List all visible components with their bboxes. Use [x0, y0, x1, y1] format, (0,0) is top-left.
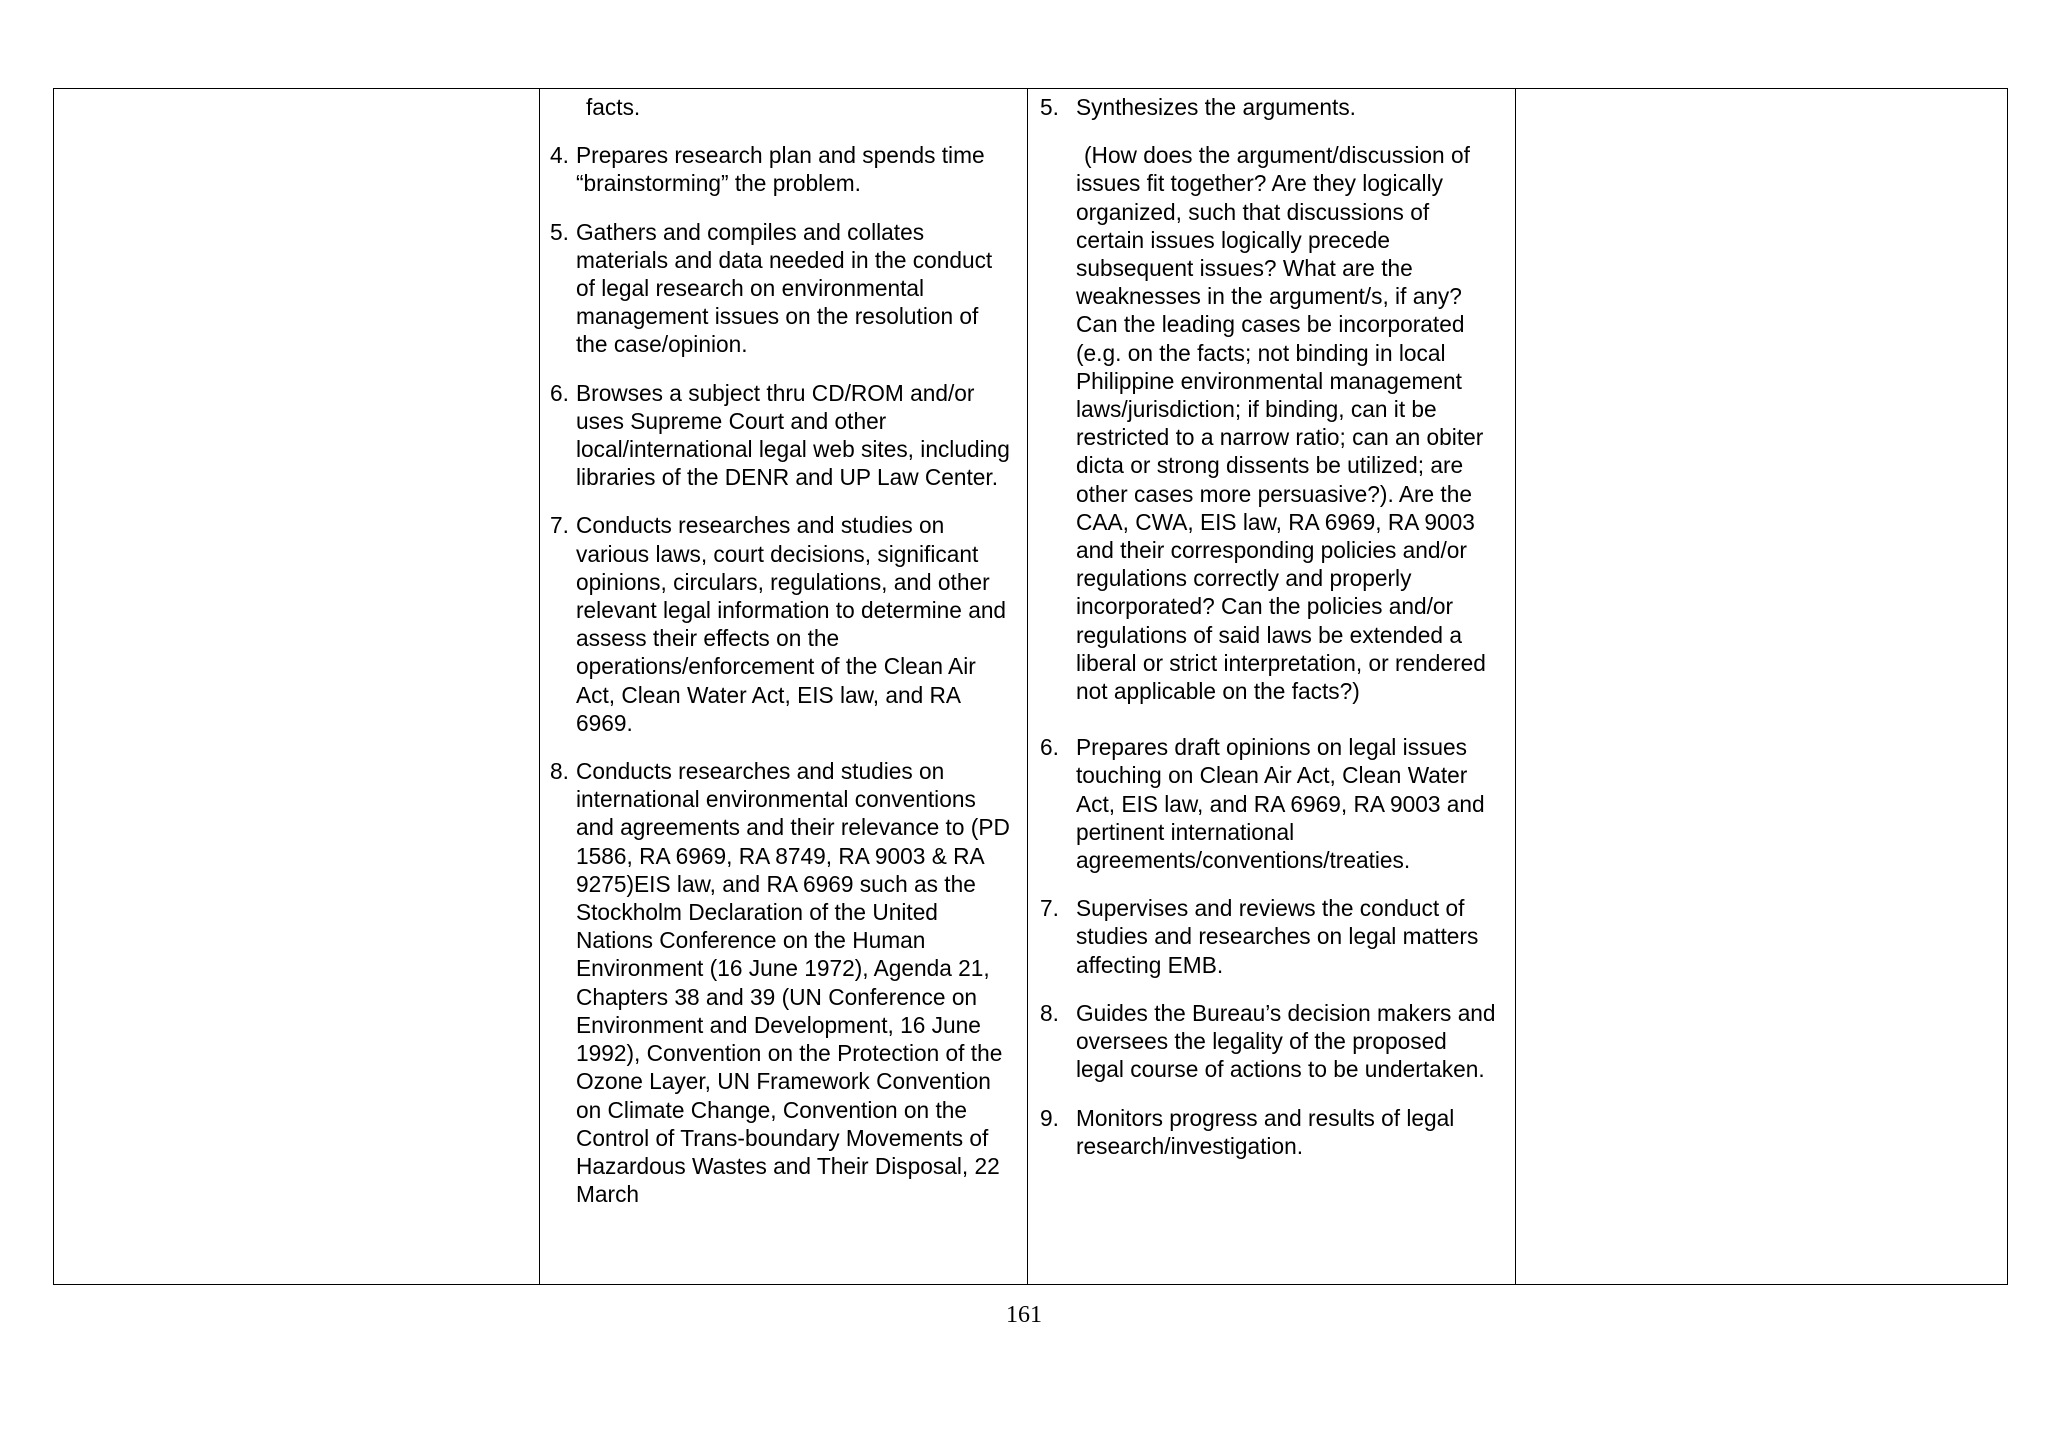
list-item: 8. Conducts researches and studies on international environmental conventions and agreements and their relevance to (PD 1586, RA 6969, RA 8749, RA 9003 & RA 9275)EIS law, and RA 6969 such as the Stockholm Declaration of the United Nations Conference on the Human Environment (16 June 1972), Agenda 21, Chapters 38 and 39 (UN Conference on Environment and Development, 16 June 1992), Convention on the Protection of the Ozone Layer, UN Framework Convention on Climate Change, Convention on the Control of Trans-boundary Movements of Hazardous Wastes and Their Disposal, 22 March [550, 758, 1010, 1208]
column-2 [540, 89, 1028, 1284]
continued-text: facts. [586, 94, 641, 120]
list-item: 7. Supervises and reviews the conduct of studies and researches on legal matters affecting EMB. [1040, 895, 1479, 978]
list-item: 7. Conducts researches and studies on various laws, court decisions, significant opinions, circulars, regulations, and other relevant legal information to determine and assess their effects on the operations/enforcement of the Clean Air Act, Clean Water Act, EIS law, and RA 6969. [550, 512, 1007, 736]
list-item: 5. Gathers and compiles and collates materials and data needed in the conduct of legal research on environmental management issues on the resolution of the case/opinion. [550, 218, 993, 358]
content-table [53, 88, 2008, 1285]
list-item: 8. Guides the Bureau’s decision makers and oversees the legality of the proposed legal course of actions to be undertaken. [1040, 999, 1496, 1083]
column-1 [54, 89, 540, 1284]
guiding-questions: (How does the argument/discussion of issues fit together? Are they logically organized, such that discussions of certain issues logically precede subsequent issues? What are the weaknesses in the argument/s, if any? Can the leading cases be incorporated (e.g. on the facts; not binding in local Philippine environmental management laws/jurisdiction; if binding, can it be restricted to a narrow ratio; can an obiter dicta or strong dissents be utilized; are other cases more persuasive?). Are the CAA, CWA, EIS law, RA 6969, RA 9003 and their corresponding policies and/or regulations correctly and properly incorporated? Can the policies and/or regulations of said laws be extended a liberal or strict interpretation, or rendered not applicable on the facts?) [1076, 142, 1486, 705]
list-item: 6. Browses a subject thru CD/ROM and/or uses Supreme Court and other local/international legal web sites, including libraries of the DENR and UP Law Center. [550, 379, 1010, 491]
task-list-continued [1040, 733, 1501, 1160]
list-item: 4. Prepares research plan and spends time “brainstorming” the problem. [550, 142, 985, 197]
task-list [550, 141, 1015, 1208]
list-item: 9. Monitors progress and results of legal research/investigation. [1040, 1104, 1455, 1159]
page-number: 161 [1006, 1302, 1042, 1328]
task-list [1040, 93, 1501, 121]
column-3 [1028, 89, 1516, 1284]
list-item: 5. Synthesizes the arguments. [1040, 94, 1356, 120]
column-4 [1516, 89, 2007, 1284]
list-item: 6. Prepares draft opinions on legal issues touching on Clean Air Act, Clean Water Act, EIS law, and RA 6969, RA 9003 and pertinent international agreements/conventions/treaties. [1040, 734, 1485, 874]
